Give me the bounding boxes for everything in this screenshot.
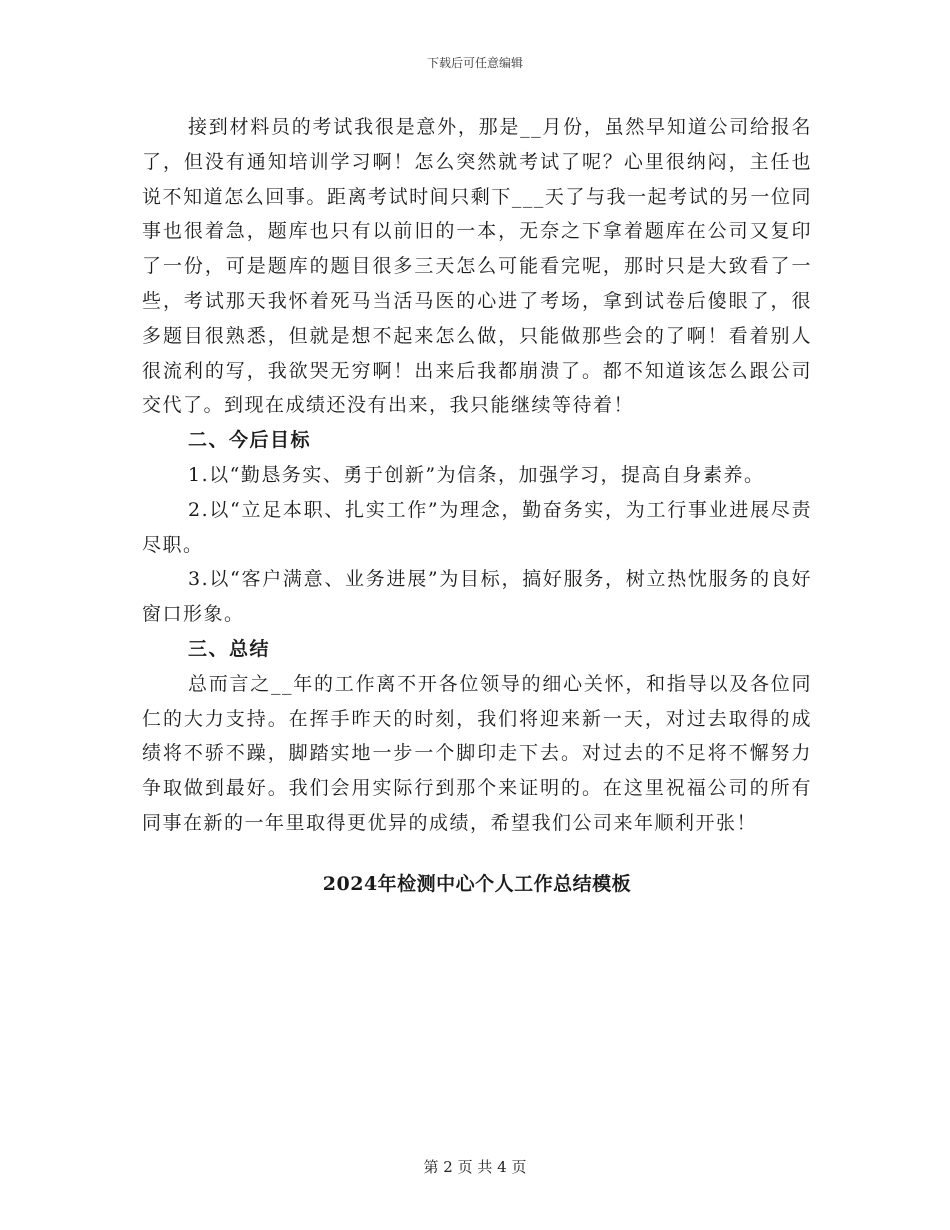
section-heading-goals: 二、今后目标 — [188, 429, 312, 452]
goal-item-2: 2.以“立足本职、扎实工作”为理念，勤奋务实，为工行事业进展尽责尽职。 — [142, 498, 812, 556]
next-document-title: 2024年检测中心个人工作总结模板 — [322, 872, 632, 895]
summary-paragraph: 总而言之__年的工作离不开各位领导的细心关怀，和指导以及各位同仁的大力支持。在挥手昨天的时刻，我们将迎来新一天，对过去取得的成绩将不骄不躁，脚踏实地一步一个脚印走下去。对过去的不足将不懈努力争取做到最好。我们会用实际行到那个来证明的。在这里祝福公司的所有同事在新的一年里取得更优异的成绩，希望我们公司来年顺利开张！ — [142, 672, 812, 834]
goal-item-1: 1.以“勤恳务实、勇于创新”为信条，加强学习，提高自身素养。 — [188, 463, 765, 486]
document-body — [142, 110, 812, 902]
page-header: 下载后可任意编辑 — [426, 56, 523, 70]
section-heading-summary: 三、总结 — [188, 637, 271, 660]
goal-item-3: 3.以“客户满意、业务进展”为目标，搞好服务，树立热忱服务的良好窗口形象。 — [142, 568, 812, 626]
page-footer: 第 2 页 共 4 页 — [423, 1158, 527, 1176]
intro-paragraph: 接到材料员的考试我很是意外，那是__月份，虽然早知道公司给报名了，但没有通知培训学习啊！怎么突然就考试了呢？心里很纳闷，主任也说不知道怎么回事。距离考试时间只剩下___天了与我一起考试的另一位同事也很着急，题库也只有以前旧的一本，无奈之下拿着题库在公司又复印了一份，可是题库的题目很多三天怎么可能看完呢，那时只是大致看了一些，考试那天我怀着死马当活马医的心进了考场，拿到试卷后傻眼了，很多题目很熟悉，但就是想不起来怎么做，只能做那些会的了啊！看着别人很流利的写，我欲哭无穷啊！出来后我都崩溃了。都不知道该怎么跟公司交代了。到现在成绩还没有出来，我只能继续等待着！ — [142, 116, 812, 417]
